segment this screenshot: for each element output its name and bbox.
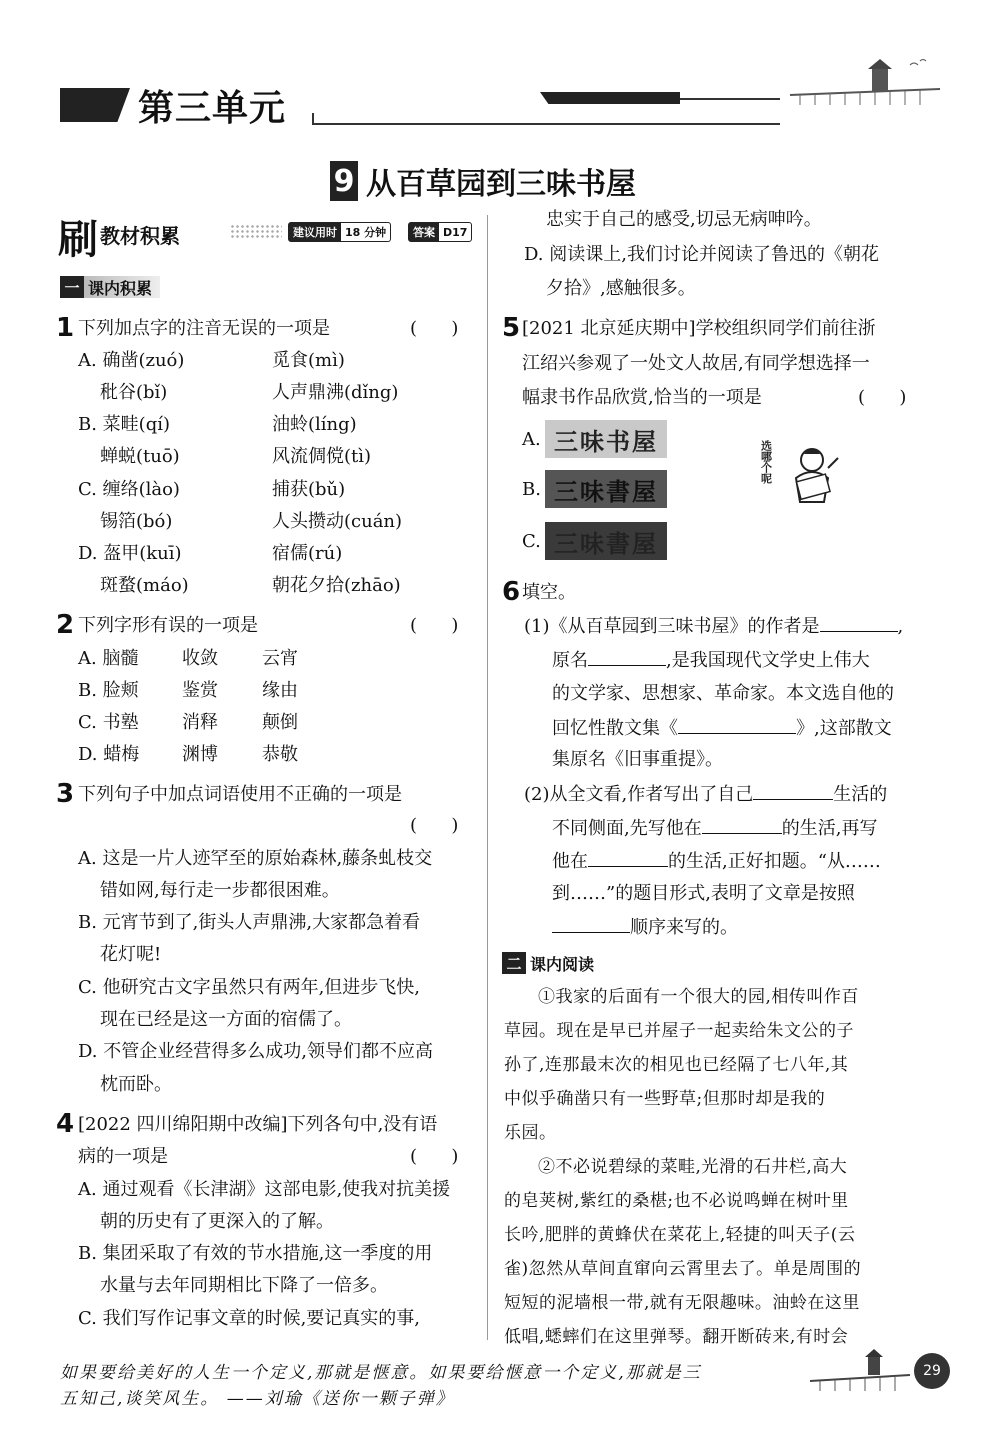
lesson-heading: [330, 160, 636, 202]
lesson-title: 从百草园到三味书屋: [366, 167, 636, 202]
q2-option: B. 脸颊: [78, 680, 139, 701]
page-number: 29: [914, 1353, 950, 1389]
q1-answer-paren[interactable]: ( ): [410, 318, 459, 339]
q6-text: (1)《从百草园到三味书屋》的作者是: [524, 616, 820, 637]
q3-line: 花灯呢!: [100, 944, 162, 965]
answer-pill: [408, 222, 472, 242]
q4-stem: [2022 四川绵阳期中改编]下列各句中,没有语: [78, 1114, 438, 1135]
q1-row: 蝉蜕(tuō): [100, 446, 180, 467]
q6-text: 》,这部散文: [796, 718, 892, 739]
life-stage-blank[interactable]: [753, 782, 833, 800]
q1-row: 锡箔(bó): [100, 511, 173, 532]
q4-line: A. 通过观看《长津湖》这部电影,使我对抗美援: [78, 1179, 451, 1200]
q5-stem: 幅隶书作品欣赏,恰当的一项是: [522, 387, 762, 408]
answer-value: D17: [443, 225, 468, 239]
q1-row: 人头攒动(cuán): [272, 511, 403, 532]
header-bar: [540, 92, 680, 104]
q6-line: [552, 816, 877, 841]
q4-line: C. 我们写作记事文章的时候,要记真实的事,: [78, 1308, 421, 1329]
q1-row: 斑蝥(máo): [100, 575, 189, 596]
q5-stem: [2021 北京延庆期中]学校组织同学们前往浙: [522, 318, 876, 339]
reading-line: ①我家的后面有一个很大的园,相传叫作百: [538, 987, 859, 1007]
unit-header-block: [60, 88, 130, 122]
section-badge: 刷: [58, 217, 98, 263]
q5-option-b: B.: [522, 479, 541, 500]
q6-text: 不同侧面,先写他在: [552, 818, 702, 839]
q6-text: 他在: [552, 851, 588, 872]
header-thin-rule: [680, 98, 780, 100]
q3-stem: 下列句子中加点词语使用不正确的一项是: [78, 784, 402, 805]
section-label: 教材积累: [100, 224, 180, 248]
q1-row: 人声鼎沸(dǐng): [272, 382, 399, 403]
q6-number: 6: [502, 577, 521, 607]
q6-line: 到……”的题目形式,表明了文章是按照: [552, 883, 855, 904]
q1-row: 风流倜傥(tì): [272, 446, 372, 467]
order-blank[interactable]: [552, 915, 630, 933]
q5-option-a: A.: [522, 429, 541, 450]
place2-blank[interactable]: [588, 849, 668, 867]
pier-illustration-icon: [790, 55, 940, 110]
answer-key: 答案: [409, 223, 439, 241]
lesson-number: 9: [330, 161, 358, 201]
q1-row: 觅食(mì): [272, 350, 345, 371]
q1-row: A. 确凿(zuó): [78, 350, 185, 371]
q5-option-c: C.: [522, 531, 541, 552]
q2-option: 恭敬: [262, 744, 298, 765]
reading-line: 中似乎确凿只有一些野草;但那时却是我的: [504, 1089, 826, 1109]
q3-line: D. 不管企业经营得多么成功,领导们都不应高: [78, 1041, 433, 1062]
q6-text: (2)从全文看,作者写出了自己: [524, 784, 754, 805]
q2-option: D. 蜡梅: [78, 744, 140, 765]
q2-stem: 下列字形有误的一项是: [78, 615, 258, 636]
q4-number: 4: [56, 1109, 75, 1139]
q5-number: 5: [502, 313, 521, 343]
part2-tag: [502, 952, 602, 974]
reading-line: 孙了,连那最末次的相见也已经隔了七八年,其: [504, 1055, 849, 1075]
reading-line: 低唱,蟋蟀们在这里弹琴。翻开断砖来,有时会: [504, 1327, 849, 1347]
q6-text: 的生活,再写: [781, 818, 878, 839]
q2-option: 渊博: [182, 744, 218, 765]
part2-label: 课内阅读: [526, 952, 602, 974]
q5-answer-paren[interactable]: ( ): [858, 387, 907, 408]
q1-row: 油蛉(líng): [272, 414, 357, 435]
reading-line: 雀)忽然从草间直窜向云霄里去了。单是周围的: [504, 1259, 862, 1279]
q3-line: A. 这是一片人迹罕至的原始森林,藤条虬枝交: [78, 848, 433, 869]
q4-line: 朝的历史有了更深入的了解。: [100, 1211, 334, 1232]
cartoon-bubble-text: 选哪个呢: [759, 440, 773, 484]
q2-option: 颠倒: [262, 712, 298, 733]
time-key: 建议用时: [289, 223, 341, 241]
header-rule: [312, 123, 780, 125]
calligraphy-sample-a: 三味书屋: [545, 420, 667, 458]
q4-line: D. 阅读课上,我们讨论并阅读了鲁迅的《朝花: [524, 244, 879, 265]
time-pill: [288, 222, 391, 242]
footer-quote-line2: 五知己,谈笑风生。 ——刘瑜《送你一颗子弹》: [60, 1389, 455, 1409]
q1-row: D. 盔甲(kuī): [78, 543, 182, 564]
part1-tag: [60, 276, 160, 298]
q6-line: [552, 648, 870, 673]
footer-pier-icon: [810, 1345, 920, 1395]
reading-line: 乐园。: [504, 1123, 557, 1143]
q2-option: C. 书塾: [78, 712, 139, 733]
q6-text: 顺序来写的。: [630, 917, 738, 938]
reading-line: 短短的泥墙根一带,就有无限趣味。油蛉在这里: [504, 1293, 860, 1313]
q6-stem: 填空。: [522, 582, 576, 603]
q1-row: 宿儒(rú): [272, 543, 343, 564]
reading-line: ②不必说碧绿的菜畦,光滑的石井栏,高大: [538, 1157, 848, 1177]
part2-number: 二: [502, 952, 526, 974]
q3-line: C. 他研究古文字虽然只有两年,但进步飞快,: [78, 977, 421, 998]
q3-answer-paren[interactable]: ( ): [410, 815, 459, 836]
q2-option: 消释: [182, 712, 218, 733]
q2-option: 鉴赏: [182, 680, 218, 701]
student-thinking-icon: [759, 428, 846, 508]
q6-text: 原名: [552, 650, 588, 671]
part1-label: 课内积累: [84, 276, 160, 298]
q1-number: 1: [56, 313, 75, 343]
author-blank[interactable]: [820, 614, 898, 632]
q6-line: [552, 915, 738, 940]
q6-line: [552, 716, 892, 741]
q3-line: 现在已经是这一方面的宿儒了。: [100, 1009, 352, 1030]
q6-text: 回忆性散文集《: [552, 718, 678, 739]
q5-stem: 江绍兴参观了一处文人故居,有同学想选择一: [522, 353, 870, 374]
q6-text: ,是我国现代文学史上伟大: [666, 650, 870, 671]
q2-option: A. 脑髓: [78, 648, 139, 669]
q4-line: B. 集团采取了有效的节水措施,这一季度的用: [78, 1243, 433, 1264]
q4-answer-paren[interactable]: ( ): [410, 1146, 459, 1167]
q6-line: 集原名《旧事重提》。: [552, 749, 723, 770]
q1-row: 朝花夕拾(zhāo): [272, 575, 401, 596]
q6-line: 的文学家、思想家、革命家。本文选自他的: [552, 683, 894, 704]
q3-line: 错如网,每行走一步都很困难。: [100, 880, 340, 901]
q1-row: 捕获(bǔ): [272, 479, 346, 500]
reading-line: 长吟,肥胖的黄蜂伏在菜花上,轻捷的叫天子(云: [504, 1225, 856, 1245]
q6-text: ,: [897, 616, 904, 637]
time-value: 18 分钟: [345, 226, 387, 239]
q1-stem: 下列加点字的注音无误的一项是: [78, 318, 330, 339]
q6-line: [524, 614, 903, 639]
q1-row: C. 缠络(lào): [78, 479, 180, 500]
q2-option: 缘由: [262, 680, 298, 701]
q4-stem: 病的一项是: [78, 1146, 168, 1167]
q6-line: [552, 849, 881, 874]
unit-title: 第三单元: [138, 88, 287, 129]
collection-blank[interactable]: [678, 716, 796, 734]
q2-option: 收敛: [182, 648, 218, 669]
reading-line: 草园。现在是早已并屋子一起卖给朱文公的子: [504, 1021, 854, 1041]
q6-line: [524, 782, 887, 807]
part1-number: 一: [60, 276, 84, 298]
place1-blank[interactable]: [702, 816, 782, 834]
calligraphy-sample-b: 三味書屋: [545, 470, 667, 508]
calligraphy-sample-c: 三味書屋: [545, 522, 667, 560]
reading-line: 的皂荚树,紫红的桑椹;也不必说鸣蝉在树叶里: [504, 1191, 849, 1211]
q1-row: B. 菜畦(qí): [78, 414, 170, 435]
q4-line: 水量与去年同期相比下降了一倍多。: [100, 1275, 388, 1296]
q2-answer-paren[interactable]: ( ): [410, 615, 459, 636]
q3-line: B. 元宵节到了,街头人声鼎沸,大家都急着看: [78, 912, 421, 933]
dot-pattern: [230, 224, 282, 238]
q4-line: 忠实于自己的感受,切忌无病呻吟。: [546, 209, 822, 230]
q1-row: 秕谷(bǐ): [100, 382, 168, 403]
q2-option: 云宵: [262, 648, 298, 669]
q3-line: 枕而卧。: [100, 1074, 172, 1095]
q3-number: 3: [56, 779, 75, 809]
q6-text: 生活的: [833, 784, 888, 805]
original-name-blank[interactable]: [588, 648, 666, 666]
column-divider: [487, 215, 488, 1340]
footer-quote-line1: 如果要给美好的人生一个定义,那就是惬意。如果要给惬意一个定义,那就是三: [60, 1363, 702, 1383]
q6-text: 的生活,正好扣题。“从……: [668, 851, 881, 872]
q4-line: 夕拾》,感触很多。: [546, 278, 696, 299]
q2-number: 2: [56, 610, 75, 640]
